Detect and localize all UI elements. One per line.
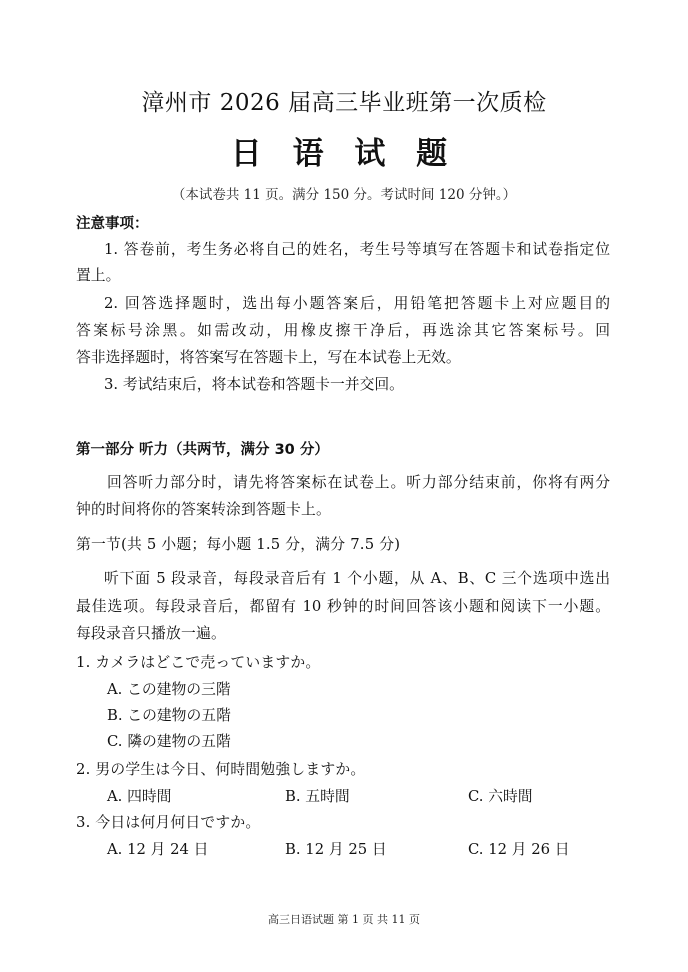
notice-line: 2. 回答选择题时，选出每小题答案后，用铅笔把答题卡上对应题目的 [104,295,610,312]
section1-instruction-line: 最佳选项。每段录音后，都留有 10 秒钟的时间回答该小题和阅读下一小题。 [76,598,610,615]
exam-info: （本试卷共 11 页。满分 150 分。考试时间 120 分钟。） [171,187,517,203]
question-stem: 3. 今日は何月何日ですか。 [76,814,261,831]
notice-line: 置上。 [76,267,121,284]
notice-line: 答案标号涂黑。如需改动，用橡皮擦干净后，再选涂其它答案标号。回 [76,322,610,339]
question-option: A. この建物の三階 [107,681,231,698]
question-option: B. 五時間 [285,788,350,805]
question-stem: 1. カメラはどこで売っていますか。 [76,654,321,671]
notice-heading: 注意事项： [76,216,149,232]
section1-title: 第一节(共 5 小题；每小题 1.5 分，满分 7.5 分) [76,536,401,553]
question-option: A. 四時間 [107,788,172,805]
question-option: B. この建物の五階 [107,707,231,724]
question-option: A. 12 月 24 日 [107,841,209,858]
section1-instruction-line: 听下面 5 段录音，每段录音后有 1 个小题，从 A、B、C 三个选项中选出 [104,570,610,587]
question-option: C. 六時間 [468,788,533,805]
notice-line: 3. 考试结束后，将本试卷和答题卡一并交回。 [104,376,404,393]
question-option: C. 隣の建物の五階 [107,733,231,750]
part1-intro-line: 钟的时间将你的答案转涂到答题卡上。 [76,501,331,518]
part1-heading: 第一部分 听力（共两节，满分 30 分） [76,442,329,458]
page-footer: 高三日语试题 第 1 页 共 11 页 [268,913,420,926]
question-option: C. 12 月 26 日 [468,841,570,858]
subject-title: 日 语 试 题 [230,136,458,172]
notice-line: 1. 答卷前，考生务必将自己的姓名，考生号等填写在答题卡和试卷指定位 [104,241,610,258]
question-option: B. 12 月 25 日 [285,841,387,858]
school-title: 漳州市 2026 届高三毕业班第一次质检 [141,90,547,116]
part1-intro-line: 回答听力部分时，请先将答案标在试卷上。听力部分结束前，你将有两分 [107,474,610,491]
question-stem: 2. 男の学生は今日、何時間勉強しますか。 [76,761,366,778]
notice-line: 答非选择题时，将答案写在答题卡上，写在本试卷上无效。 [76,349,461,366]
section1-instruction-line: 每段录音只播放一遍。 [76,625,226,642]
